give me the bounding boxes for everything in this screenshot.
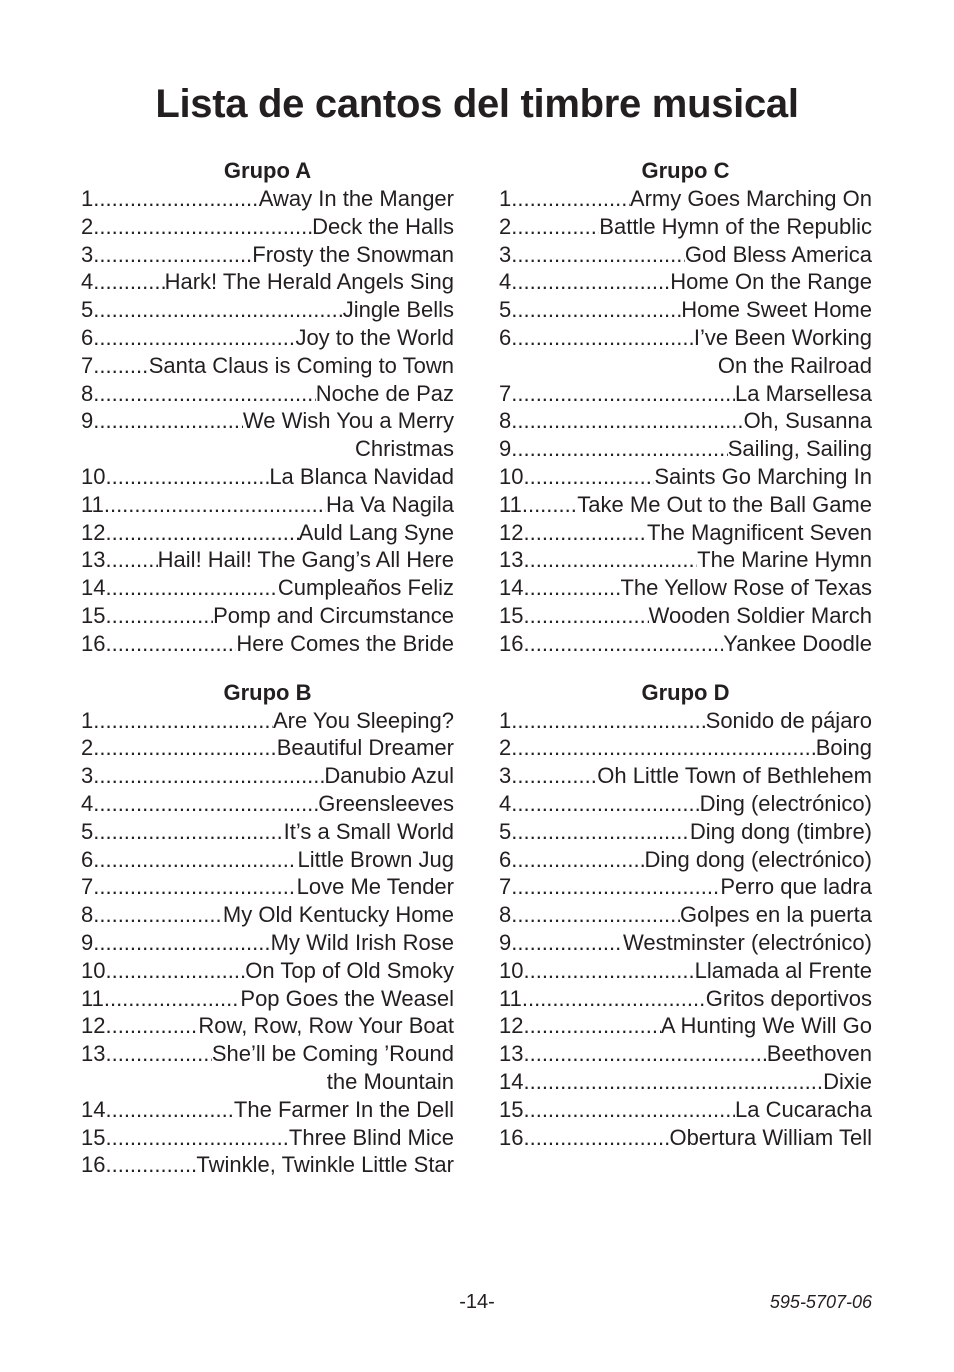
dot-leader [93, 324, 295, 352]
song-name: Frosty the Snowman [252, 241, 454, 267]
dot-leader [93, 185, 258, 213]
list-item [81, 1096, 454, 1124]
song-number: 16 [499, 630, 524, 656]
song-number: 14 [499, 575, 524, 601]
list-item [81, 1151, 454, 1179]
group-title: Grupo B [223, 679, 312, 705]
list-item [81, 352, 454, 380]
dot-leader [105, 519, 298, 547]
list-item [499, 463, 872, 491]
group-title: Grupo C [641, 158, 730, 183]
song-name: It’s a Small World [283, 818, 454, 844]
list-item [499, 985, 872, 1013]
group-title: Grupo A [223, 158, 312, 183]
song-number: 10 [81, 463, 106, 489]
song-name: The Yellow Rose of Texas [620, 575, 872, 601]
song-name: Greensleeves [318, 790, 454, 816]
song-name: Battle Hymn of the Republic [599, 213, 872, 239]
list-item [81, 380, 454, 408]
list-item [81, 1012, 454, 1040]
dot-leader [511, 901, 680, 929]
song-name: We Wish You a Merry [242, 408, 454, 434]
song-name: Llamada al Frente [694, 957, 872, 983]
page-title: Lista de cantos del timbre musical [155, 82, 799, 126]
list-item [81, 1040, 454, 1068]
list-item [499, 574, 872, 602]
list-item [499, 1096, 872, 1124]
dot-leader [93, 762, 324, 790]
dot-leader [93, 352, 148, 380]
list-item [499, 241, 872, 269]
song-number: 15 [499, 602, 524, 628]
song-name: Pomp and Circumstance [213, 602, 454, 628]
song-name-continuation: On the Railroad [717, 352, 872, 378]
dot-leader [93, 707, 273, 735]
song-name: Army Goes Marching On [629, 186, 872, 211]
song-name: Little Brown Jug [297, 846, 454, 872]
song-name: Ding (electrónico) [699, 790, 872, 816]
list-item [81, 574, 454, 602]
song-list [81, 185, 454, 658]
song-number: 10 [81, 957, 106, 983]
song-name: Three Blind Mice [288, 1124, 454, 1150]
song-name: She’ll be Coming ’Round [211, 1041, 454, 1067]
list-item [81, 985, 454, 1013]
list-item [499, 957, 872, 985]
dot-leader [511, 185, 630, 213]
group-c [499, 157, 872, 658]
song-number: 6 [81, 324, 94, 350]
song-number: 13 [81, 1041, 106, 1067]
song-name: Love Me Tender [296, 874, 454, 900]
dot-leader [93, 929, 270, 957]
list-item [499, 707, 872, 735]
dot-leader [523, 602, 648, 630]
list-item [81, 818, 454, 846]
list-item [499, 602, 872, 630]
song-number: 8 [81, 380, 94, 406]
song-name: Gritos deportivos [705, 985, 872, 1011]
list-item [499, 491, 872, 519]
dot-leader [105, 1040, 211, 1068]
list-item [499, 380, 872, 408]
dot-leader [511, 734, 815, 762]
group-d [499, 679, 872, 1152]
list-item [81, 546, 454, 574]
list-item [81, 407, 454, 435]
group-a [81, 157, 454, 658]
song-number: 4 [81, 790, 94, 816]
song-name: Jingle Bells [342, 297, 454, 323]
song-name: La Cucaracha [735, 1096, 872, 1122]
group-b [81, 679, 454, 1180]
song-name: Boing [815, 735, 872, 761]
song-number: 5 [499, 297, 512, 323]
song-name: Oh Little Town of Bethlehem [597, 763, 872, 789]
list-item [499, 435, 872, 463]
dot-leader [523, 957, 694, 985]
song-number: 16 [499, 1124, 524, 1150]
song-name: Ha Va Nagila [326, 491, 454, 517]
dot-leader [522, 985, 706, 1013]
song-number: 16 [81, 1152, 106, 1178]
dot-leader [511, 380, 735, 408]
dot-leader [93, 213, 312, 241]
song-name: Sonido de pájaro [705, 707, 872, 733]
dot-leader [511, 762, 597, 790]
page-number: -14- [459, 1291, 495, 1313]
list-item [499, 762, 872, 790]
song-name: Santa Claus is Coming to Town [148, 352, 454, 378]
song-number: 11 [499, 491, 522, 517]
song-number: 1 [499, 707, 512, 733]
song-name: Deck the Halls [312, 213, 454, 239]
dot-leader [105, 463, 269, 491]
song-name: Westminster (electrónico) [623, 929, 872, 955]
dot-leader [93, 873, 296, 901]
song-name: Joy to the World [295, 324, 454, 350]
song-number: 1 [81, 707, 94, 733]
song-name: Row, Row, Row Your Boat [198, 1013, 454, 1039]
song-number: 14 [499, 1068, 524, 1094]
dot-leader [105, 1096, 233, 1124]
list-item [81, 491, 454, 519]
dot-leader [93, 268, 164, 296]
dot-leader [523, 463, 654, 491]
dot-leader [523, 519, 646, 547]
list-item [499, 846, 872, 874]
list-item [499, 1012, 872, 1040]
document-code: 595-5707-06 [769, 1292, 872, 1312]
song-name: Take Me Out to the Ball Game [577, 491, 872, 517]
song-number: 12 [499, 1013, 524, 1039]
song-number: 11 [81, 491, 104, 517]
song-number: 7 [81, 352, 94, 378]
song-number: 1 [81, 186, 94, 211]
list-item [499, 268, 872, 296]
list-item [499, 324, 872, 352]
list-item [499, 873, 872, 901]
list-item [81, 213, 454, 241]
dot-leader [93, 818, 283, 846]
list-item-continuation [81, 435, 454, 463]
song-name: Noche de Paz [315, 380, 454, 406]
song-number: 2 [499, 735, 512, 761]
song-name: A Hunting We Will Go [660, 1013, 872, 1039]
dot-leader [105, 602, 213, 630]
list-item-continuation [499, 352, 872, 380]
song-name: Oh, Susanna [743, 408, 872, 434]
song-number: 4 [499, 269, 512, 295]
song-number: 9 [81, 929, 94, 955]
dot-leader [511, 435, 727, 463]
song-number: 8 [499, 902, 512, 928]
song-name: Danubio Azul [324, 763, 454, 789]
song-list [81, 707, 454, 1180]
song-number: 7 [81, 874, 94, 900]
dot-leader [522, 491, 577, 519]
list-item [499, 818, 872, 846]
song-name: Twinkle, Twinkle Little Star [196, 1152, 454, 1178]
song-number: 3 [81, 241, 94, 267]
dot-leader [523, 1096, 735, 1124]
list-item [81, 463, 454, 491]
dot-leader [511, 790, 699, 818]
dot-leader [105, 546, 157, 574]
dot-leader [511, 846, 644, 874]
song-name: The Farmer In the Dell [233, 1096, 454, 1122]
list-item [81, 324, 454, 352]
dot-leader [93, 790, 318, 818]
list-item [499, 213, 872, 241]
song-name: Golpes en la puerta [679, 902, 872, 928]
song-name: The Magnificent Seven [646, 519, 872, 545]
dot-leader [105, 1012, 198, 1040]
dot-leader [93, 407, 243, 435]
song-name: Dixie [823, 1068, 872, 1094]
song-list [499, 185, 872, 658]
song-number: 13 [499, 547, 524, 573]
list-item [499, 407, 872, 435]
list-item [499, 546, 872, 574]
dot-leader [523, 1012, 660, 1040]
dot-leader [511, 873, 720, 901]
left-column [81, 157, 454, 1200]
song-number: 13 [499, 1041, 524, 1067]
song-number: 15 [81, 1124, 106, 1150]
list-item [499, 1124, 872, 1152]
song-name-continuation: the Mountain [326, 1068, 454, 1094]
song-name: Yankee Doodle [723, 630, 872, 656]
song-number: 5 [81, 297, 94, 323]
song-number: 12 [499, 519, 524, 545]
song-name: On Top of Old Smoky [245, 957, 454, 983]
dot-leader [523, 630, 723, 658]
list-item [81, 957, 454, 985]
list-item [81, 630, 454, 658]
list-item [81, 873, 454, 901]
song-number: 16 [81, 630, 106, 656]
dot-leader [105, 574, 277, 602]
list-item [499, 185, 872, 213]
song-name: Home Sweet Home [681, 297, 872, 323]
song-name: The Marine Hymn [697, 547, 872, 573]
song-number: 12 [81, 519, 106, 545]
dot-leader [523, 546, 697, 574]
dot-leader [105, 957, 245, 985]
list-item [499, 734, 872, 762]
song-name: Sailing, Sailing [727, 436, 872, 462]
song-name: Obertura William Tell [669, 1124, 872, 1150]
song-number: 14 [81, 1096, 106, 1122]
song-list [499, 707, 872, 1152]
list-item [81, 929, 454, 957]
dot-leader [511, 929, 623, 957]
dot-leader [511, 213, 599, 241]
dot-leader [511, 818, 690, 846]
song-number: 5 [499, 818, 512, 844]
dot-leader [523, 574, 620, 602]
song-number: 9 [81, 408, 94, 434]
dot-leader [93, 734, 276, 762]
song-name-continuation: Christmas [354, 436, 454, 462]
song-number: 2 [81, 213, 94, 239]
song-number: 6 [499, 324, 512, 350]
list-item [499, 630, 872, 658]
song-name: Wooden Soldier March [648, 602, 872, 628]
song-name: Auld Lang Syne [298, 519, 454, 545]
song-number: 13 [81, 547, 106, 573]
song-name: Ding dong (timbre) [689, 818, 872, 844]
song-number: 2 [499, 213, 512, 239]
song-number: 3 [499, 763, 512, 789]
dot-leader [93, 380, 316, 408]
list-item [499, 296, 872, 324]
song-name: Away In the Manger [258, 186, 454, 211]
song-number: 6 [81, 846, 94, 872]
song-name: Hail! Hail! The Gang’s All Here [157, 547, 454, 573]
song-number: 9 [499, 929, 512, 955]
dot-leader [511, 296, 681, 324]
song-name: God Bless America [684, 241, 872, 267]
song-number: 12 [81, 1013, 106, 1039]
list-item [81, 268, 454, 296]
song-number: 10 [499, 957, 524, 983]
list-item-continuation [81, 1068, 454, 1096]
dot-leader [511, 707, 705, 735]
song-number: 9 [499, 436, 512, 462]
list-item [499, 929, 872, 957]
song-number: 15 [499, 1096, 524, 1122]
list-item [81, 901, 454, 929]
song-number: 4 [499, 790, 512, 816]
list-item [81, 241, 454, 269]
song-number: 7 [499, 874, 512, 900]
dot-leader [93, 901, 223, 929]
dot-leader [104, 491, 326, 519]
song-number: 7 [499, 380, 512, 406]
group-title: Grupo D [641, 679, 730, 705]
song-name: La Blanca Navidad [269, 463, 454, 489]
song-name: La Marsellesa [735, 380, 872, 406]
song-name: Ding dong (electrónico) [644, 846, 872, 872]
list-item [499, 790, 872, 818]
song-number: 5 [81, 818, 94, 844]
song-number: 2 [81, 735, 94, 761]
list-item [81, 846, 454, 874]
song-name: Here Comes the Bride [236, 630, 454, 656]
list-item [81, 762, 454, 790]
list-item [499, 1040, 872, 1068]
list-item [81, 519, 454, 547]
right-column [499, 157, 872, 1172]
song-number: 14 [81, 575, 106, 601]
list-item [81, 296, 454, 324]
song-name: Perro que ladra [720, 874, 872, 900]
song-number: 8 [499, 408, 512, 434]
dot-leader [511, 407, 743, 435]
list-item [81, 185, 454, 213]
dot-leader [523, 1124, 669, 1152]
list-item [81, 790, 454, 818]
song-name: I’ve Been Working [693, 324, 872, 350]
list-item [499, 1068, 872, 1096]
song-number: 8 [81, 902, 94, 928]
dot-leader [105, 1124, 288, 1152]
list-item [499, 519, 872, 547]
song-name: Pop Goes the Weasel [240, 985, 454, 1011]
dot-leader [523, 1068, 823, 1096]
dot-leader [511, 241, 685, 269]
song-name: Cumpleaños Feliz [277, 575, 454, 601]
dot-leader [93, 846, 297, 874]
song-name: My Old Kentucky Home [222, 902, 454, 928]
song-number: 1 [499, 186, 512, 211]
song-name: Saints Go Marching In [654, 463, 872, 489]
dot-leader [93, 241, 252, 269]
dot-leader [511, 268, 670, 296]
song-number: 11 [499, 985, 522, 1011]
song-number: 15 [81, 602, 106, 628]
dot-leader [523, 1040, 766, 1068]
song-name: My Wild Irish Rose [270, 929, 454, 955]
dot-leader [105, 1151, 196, 1179]
list-item [499, 901, 872, 929]
list-item [81, 707, 454, 735]
song-number: 10 [499, 463, 524, 489]
dot-leader [511, 324, 694, 352]
song-number: 3 [499, 241, 512, 267]
list-item [81, 734, 454, 762]
song-number: 6 [499, 846, 512, 872]
song-name: Beethoven [766, 1041, 872, 1067]
song-name: Hark! The Herald Angels Sing [164, 269, 454, 295]
song-name: Are You Sleeping? [272, 707, 454, 733]
song-name: Beautiful Dreamer [276, 735, 454, 761]
song-number: 4 [81, 269, 94, 295]
song-number: 3 [81, 763, 94, 789]
dot-leader [93, 296, 342, 324]
list-item [81, 602, 454, 630]
dot-leader [104, 985, 241, 1013]
song-name: Home On the Range [670, 269, 872, 295]
dot-leader [105, 630, 236, 658]
song-number: 11 [81, 985, 104, 1011]
list-item [81, 1124, 454, 1152]
